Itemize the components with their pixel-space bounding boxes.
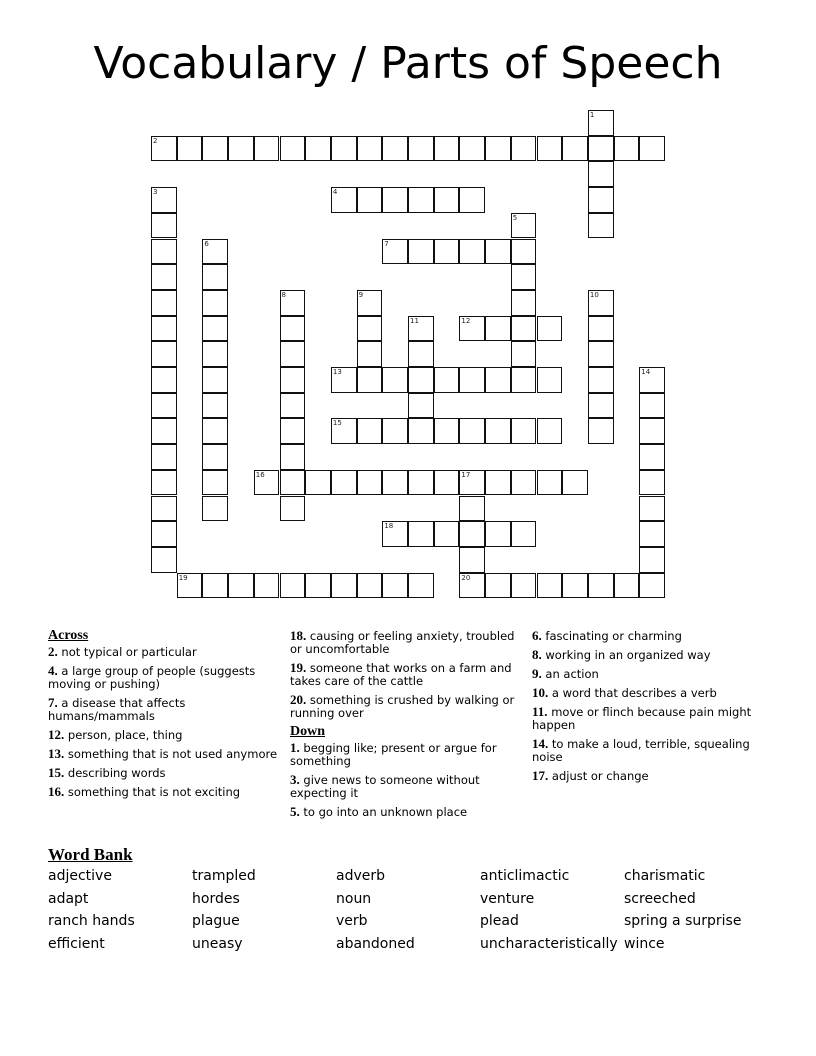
cell-number: 4	[332, 188, 338, 197]
grid-cell[interactable]	[202, 367, 228, 393]
grid-cell[interactable]	[639, 496, 665, 522]
clue-number: 20.	[290, 692, 307, 707]
clue-text: give news to someone without expecting it	[290, 773, 480, 800]
grid-cell[interactable]	[202, 316, 228, 342]
word-bank-item: charismatic	[624, 868, 706, 884]
grid-cell[interactable]	[639, 367, 665, 393]
grid-cell[interactable]	[408, 418, 434, 444]
grid-cell[interactable]	[280, 470, 306, 496]
cell-number: 11	[410, 316, 419, 325]
clue-text: begging like; present or argue for something	[290, 741, 497, 768]
clue-down-6	[532, 629, 764, 643]
grid-cell[interactable]	[357, 290, 383, 316]
grid-cell[interactable]	[228, 573, 254, 599]
cell-number: 12	[461, 316, 471, 325]
grid-cell[interactable]	[331, 136, 357, 162]
clue-text: a word that describes a verb	[551, 686, 717, 700]
grid-cell[interactable]	[408, 470, 434, 496]
grid-cell[interactable]	[408, 136, 434, 162]
grid-cell[interactable]	[459, 418, 485, 444]
cell-number: 5	[512, 213, 518, 222]
clue-number: 16.	[48, 784, 65, 799]
clue-number: 18.	[290, 628, 307, 643]
word-bank-item: uneasy	[192, 935, 243, 952]
grid-cell[interactable]	[280, 341, 306, 367]
grid-cell[interactable]	[588, 161, 614, 187]
grid-cell[interactable]	[357, 367, 383, 393]
grid-cell[interactable]	[151, 341, 177, 367]
cell-number: 19	[178, 573, 188, 582]
grid-cell[interactable]	[254, 573, 280, 599]
grid-cell[interactable]	[280, 444, 306, 470]
clue-text: a large group of people (suggests moving or pushing)	[48, 664, 256, 691]
clue-down-17	[532, 769, 764, 783]
grid-cell[interactable]	[562, 136, 588, 162]
clue-across-7	[48, 696, 280, 723]
clue-number: 14.	[532, 736, 549, 751]
grid-cell[interactable]	[511, 264, 537, 290]
clue-number: 7.	[48, 695, 58, 710]
clue-across-12	[48, 728, 280, 742]
clue-down-1	[290, 741, 522, 768]
grid-cell[interactable]	[511, 341, 537, 367]
clue-down-14	[532, 737, 764, 764]
clue-text: adjust or change	[551, 769, 649, 783]
grid-cell[interactable]	[331, 367, 357, 393]
clue-number: 5.	[290, 804, 300, 819]
grid-cell[interactable]	[485, 316, 511, 342]
grid-cell[interactable]	[408, 573, 434, 599]
grid-cell[interactable]	[408, 341, 434, 367]
grid-cell[interactable]	[382, 521, 408, 547]
clue-across-2	[48, 645, 280, 659]
grid-cell[interactable]	[511, 573, 537, 599]
clue-number: 17.	[532, 768, 549, 783]
grid-cell[interactable]	[485, 418, 511, 444]
grid-cell[interactable]	[280, 316, 306, 342]
clue-text: person, place, thing	[67, 728, 183, 742]
clue-number: 8.	[532, 647, 542, 662]
grid-cell[interactable]	[357, 316, 383, 342]
grid-cell[interactable]	[280, 136, 306, 162]
grid-cell[interactable]	[280, 418, 306, 444]
grid-cell[interactable]	[202, 496, 228, 522]
clue-number: 19.	[290, 660, 307, 675]
grid-cell[interactable]	[588, 290, 614, 316]
grid-cell[interactable]	[459, 470, 485, 496]
cell-number: 10	[589, 290, 599, 299]
clue-down-9	[532, 667, 764, 681]
grid-cell[interactable]	[639, 470, 665, 496]
grid-cell[interactable]	[408, 239, 434, 265]
grid-cell[interactable]	[331, 187, 357, 213]
grid-cell[interactable]	[177, 136, 203, 162]
grid-cell[interactable]	[511, 367, 537, 393]
cell-number: 17	[461, 470, 471, 479]
clue-text: causing or feeling anxiety, troubled or uncomfortable	[290, 629, 515, 656]
grid-cell[interactable]	[202, 341, 228, 367]
across-heading: Across	[48, 628, 89, 643]
clue-text: move or flinch because pain might happen	[532, 705, 752, 732]
grid-cell[interactable]	[485, 367, 511, 393]
clue-number: 3.	[290, 772, 300, 787]
word-bank-item: spring a surprise	[624, 913, 742, 929]
grid-cell[interactable]	[537, 573, 563, 599]
grid-cell[interactable]	[202, 239, 228, 265]
grid-cell[interactable]	[408, 187, 434, 213]
grid-cell[interactable]	[614, 573, 640, 599]
clue-across-15	[48, 766, 280, 780]
grid-cell[interactable]	[305, 136, 331, 162]
clue-text: fascinating or charming	[545, 629, 682, 643]
word-bank-item: ranch hands	[48, 913, 135, 929]
grid-cell[interactable]	[485, 136, 511, 162]
grid-cell[interactable]	[151, 470, 177, 496]
clue-text: an action	[545, 667, 599, 681]
grid-cell[interactable]	[151, 444, 177, 470]
grid-cell[interactable]	[151, 239, 177, 265]
word-bank-heading: Word Bank	[48, 845, 133, 864]
grid-cell[interactable]	[280, 290, 306, 316]
word-bank-item: noun	[336, 890, 372, 907]
clue-number: 10.	[532, 685, 549, 700]
cell-number: 2	[153, 136, 158, 145]
grid-cell[interactable]	[434, 470, 460, 496]
grid-cell[interactable]	[357, 573, 383, 599]
cell-number: 3	[153, 188, 158, 197]
word-bank-item: plague	[192, 913, 240, 929]
word-bank-item: anticlimactic	[480, 868, 570, 884]
grid-cell[interactable]	[639, 136, 665, 162]
grid-cell[interactable]	[151, 367, 177, 393]
grid-cell[interactable]	[202, 290, 228, 316]
grid-cell[interactable]	[588, 110, 614, 136]
grid-cell[interactable]	[151, 393, 177, 419]
grid-cell[interactable]	[537, 418, 563, 444]
cell-number: 20	[461, 573, 471, 582]
grid-cell[interactable]	[382, 470, 408, 496]
grid-cell[interactable]	[562, 573, 588, 599]
grid-cell[interactable]	[382, 136, 408, 162]
grid-cell[interactable]	[202, 136, 228, 162]
grid-cell[interactable]	[511, 136, 537, 162]
grid-cell[interactable]	[588, 418, 614, 444]
clue-text: to make a loud, terrible, squealing noise	[532, 737, 750, 764]
grid-cell[interactable]	[511, 418, 537, 444]
grid-cell[interactable]	[280, 573, 306, 599]
grid-cell[interactable]	[459, 496, 485, 522]
clue-number: 1.	[290, 740, 300, 755]
word-bank-item: wince	[624, 935, 665, 952]
grid-cell[interactable]	[639, 418, 665, 444]
grid-cell[interactable]	[434, 521, 460, 547]
grid-cell[interactable]	[305, 573, 331, 599]
grid-cell[interactable]	[434, 367, 460, 393]
word-bank-item: adjective	[48, 868, 112, 884]
clue-across-18	[290, 629, 522, 656]
grid-cell[interactable]	[459, 316, 485, 342]
grid-cell[interactable]	[305, 470, 331, 496]
grid-cell[interactable]	[511, 213, 537, 239]
clues-column-1	[48, 629, 280, 804]
grid-cell[interactable]	[357, 470, 383, 496]
grid-cell[interactable]	[511, 239, 537, 265]
clue-number: 4.	[48, 663, 58, 678]
clue-number: 12.	[48, 727, 65, 742]
clue-text: something that is not used anymore	[67, 747, 278, 761]
grid-cell[interactable]	[511, 470, 537, 496]
grid-cell[interactable]	[511, 316, 537, 342]
grid-cell[interactable]	[280, 367, 306, 393]
grid-cell[interactable]	[357, 418, 383, 444]
word-bank-item: verb	[336, 913, 368, 929]
grid-cell[interactable]	[537, 316, 563, 342]
grid-cell[interactable]	[459, 547, 485, 573]
grid-cell[interactable]	[537, 367, 563, 393]
grid-cell[interactable]	[485, 573, 511, 599]
page-title: Vocabulary / Parts of Speech	[93, 38, 723, 89]
grid-cell[interactable]	[280, 393, 306, 419]
grid-cell[interactable]	[151, 316, 177, 342]
clue-across-19	[290, 661, 522, 688]
clue-text: working in an organized way	[545, 648, 711, 662]
grid-cell[interactable]	[639, 547, 665, 573]
grid-cell[interactable]	[151, 418, 177, 444]
grid-cell[interactable]	[151, 290, 177, 316]
clue-down-8	[532, 648, 764, 662]
clue-text: not typical or particular	[61, 645, 197, 659]
grid-cell[interactable]	[408, 316, 434, 342]
clue-number: 13.	[48, 746, 65, 761]
clues-column-3	[532, 629, 764, 788]
cell-number: 7	[384, 239, 389, 248]
grid-cell[interactable]	[588, 341, 614, 367]
down-heading: Down	[290, 724, 326, 739]
grid-cell[interactable]	[588, 187, 614, 213]
grid-cell[interactable]	[151, 213, 177, 239]
cell-number: 1	[589, 111, 595, 119]
grid-cell[interactable]	[459, 136, 485, 162]
grid-cell[interactable]	[331, 573, 357, 599]
grid-cell[interactable]	[537, 470, 563, 496]
grid-cell[interactable]	[588, 213, 614, 239]
grid-cell[interactable]	[459, 187, 485, 213]
clue-down-10	[532, 686, 764, 700]
word-bank-item: uncharacteristically	[480, 935, 618, 952]
word-bank-item: abandoned	[336, 935, 415, 952]
grid-cell[interactable]	[202, 573, 228, 599]
clue-number: 6.	[532, 628, 542, 643]
grid-cell[interactable]	[177, 573, 203, 599]
clue-across-16	[48, 785, 280, 799]
grid-cell[interactable]	[254, 470, 280, 496]
grid-cell[interactable]	[485, 470, 511, 496]
grid-cell[interactable]	[434, 187, 460, 213]
clue-text: describing words	[67, 766, 166, 780]
clue-down-11	[532, 705, 764, 732]
grid-cell[interactable]	[537, 136, 563, 162]
word-bank-item: trampled	[192, 868, 256, 884]
clues-column-2	[290, 629, 522, 824]
cell-number: 8	[281, 290, 286, 299]
grid-cell[interactable]	[357, 136, 383, 162]
grid-cell[interactable]	[434, 239, 460, 265]
clue-down-5	[290, 805, 522, 819]
grid-cell[interactable]	[639, 444, 665, 470]
grid-cell[interactable]	[382, 367, 408, 393]
word-bank-item: screeched	[624, 890, 696, 907]
grid-cell[interactable]	[202, 264, 228, 290]
grid-cell[interactable]	[511, 290, 537, 316]
clue-down-3	[290, 773, 522, 800]
clue-text: something is crushed by walking or running over	[290, 693, 515, 720]
cell-number: 15	[332, 419, 342, 428]
clue-text: something that is not exciting	[67, 785, 241, 799]
grid-cell[interactable]	[614, 136, 640, 162]
grid-cell[interactable]	[151, 547, 177, 573]
grid-cell[interactable]	[511, 521, 537, 547]
clue-across-20	[290, 693, 522, 720]
clue-across-4	[48, 664, 280, 691]
cell-number: 18	[384, 522, 394, 531]
word-bank-item: hordes	[192, 890, 240, 907]
grid-cell[interactable]	[459, 573, 485, 599]
grid-cell[interactable]	[280, 496, 306, 522]
clue-across-13	[48, 747, 280, 761]
grid-cell[interactable]	[254, 136, 280, 162]
grid-cell[interactable]	[357, 341, 383, 367]
grid-cell[interactable]	[331, 418, 357, 444]
grid-cell[interactable]	[408, 393, 434, 419]
grid-cell[interactable]	[639, 521, 665, 547]
grid-cell[interactable]	[459, 367, 485, 393]
grid-cell[interactable]	[202, 393, 228, 419]
grid-cell[interactable]	[382, 418, 408, 444]
cell-number: 6	[204, 239, 209, 248]
clue-text: someone that works on a farm and takes care of the cattle	[290, 661, 512, 688]
grid-cell[interactable]	[151, 496, 177, 522]
grid-cell[interactable]	[434, 136, 460, 162]
cell-number: 14	[641, 368, 651, 376]
grid-cell[interactable]	[408, 521, 434, 547]
word-bank	[48, 868, 768, 958]
grid-cell[interactable]	[408, 367, 434, 393]
grid-cell[interactable]	[485, 239, 511, 265]
grid-cell[interactable]	[434, 418, 460, 444]
clue-text: to go into an unknown place	[303, 805, 468, 819]
grid-cell[interactable]	[382, 573, 408, 599]
grid-cell[interactable]	[639, 573, 665, 599]
cell-number: 13	[332, 368, 342, 376]
grid-cell[interactable]	[357, 187, 383, 213]
grid-cell[interactable]	[331, 470, 357, 496]
grid-cell[interactable]	[562, 470, 588, 496]
clue-number: 9.	[532, 666, 542, 681]
clue-text: a disease that affects humans/mammals	[48, 696, 186, 723]
grid-cell[interactable]	[588, 573, 614, 599]
clue-number: 2.	[48, 644, 58, 659]
grid-cell[interactable]	[382, 239, 408, 265]
grid-cell[interactable]	[202, 444, 228, 470]
grid-cell[interactable]	[202, 418, 228, 444]
cell-number: 9	[358, 290, 364, 299]
clue-number: 11.	[532, 704, 548, 719]
grid-cell[interactable]	[588, 367, 614, 393]
grid-cell[interactable]	[382, 187, 408, 213]
word-bank-item: adapt	[48, 890, 89, 907]
grid-cell[interactable]	[459, 239, 485, 265]
grid-cell[interactable]	[459, 521, 485, 547]
grid-cell[interactable]	[151, 187, 177, 213]
grid-cell[interactable]	[228, 136, 254, 162]
cell-number: 16	[255, 470, 265, 479]
grid-cell[interactable]	[485, 521, 511, 547]
clue-number: 15.	[48, 765, 65, 780]
word-bank-item: adverb	[336, 868, 386, 884]
grid-cell[interactable]	[202, 470, 228, 496]
word-bank-item: efficient	[48, 935, 105, 952]
word-bank-item: venture	[480, 890, 535, 907]
grid-cell[interactable]	[588, 316, 614, 342]
grid-cell[interactable]	[588, 393, 614, 419]
grid-cell[interactable]	[639, 393, 665, 419]
grid-cell[interactable]	[151, 136, 177, 162]
grid-cell[interactable]	[588, 136, 614, 162]
word-bank-item: plead	[480, 913, 519, 929]
grid-cell[interactable]	[151, 521, 177, 547]
grid-cell[interactable]	[151, 264, 177, 290]
